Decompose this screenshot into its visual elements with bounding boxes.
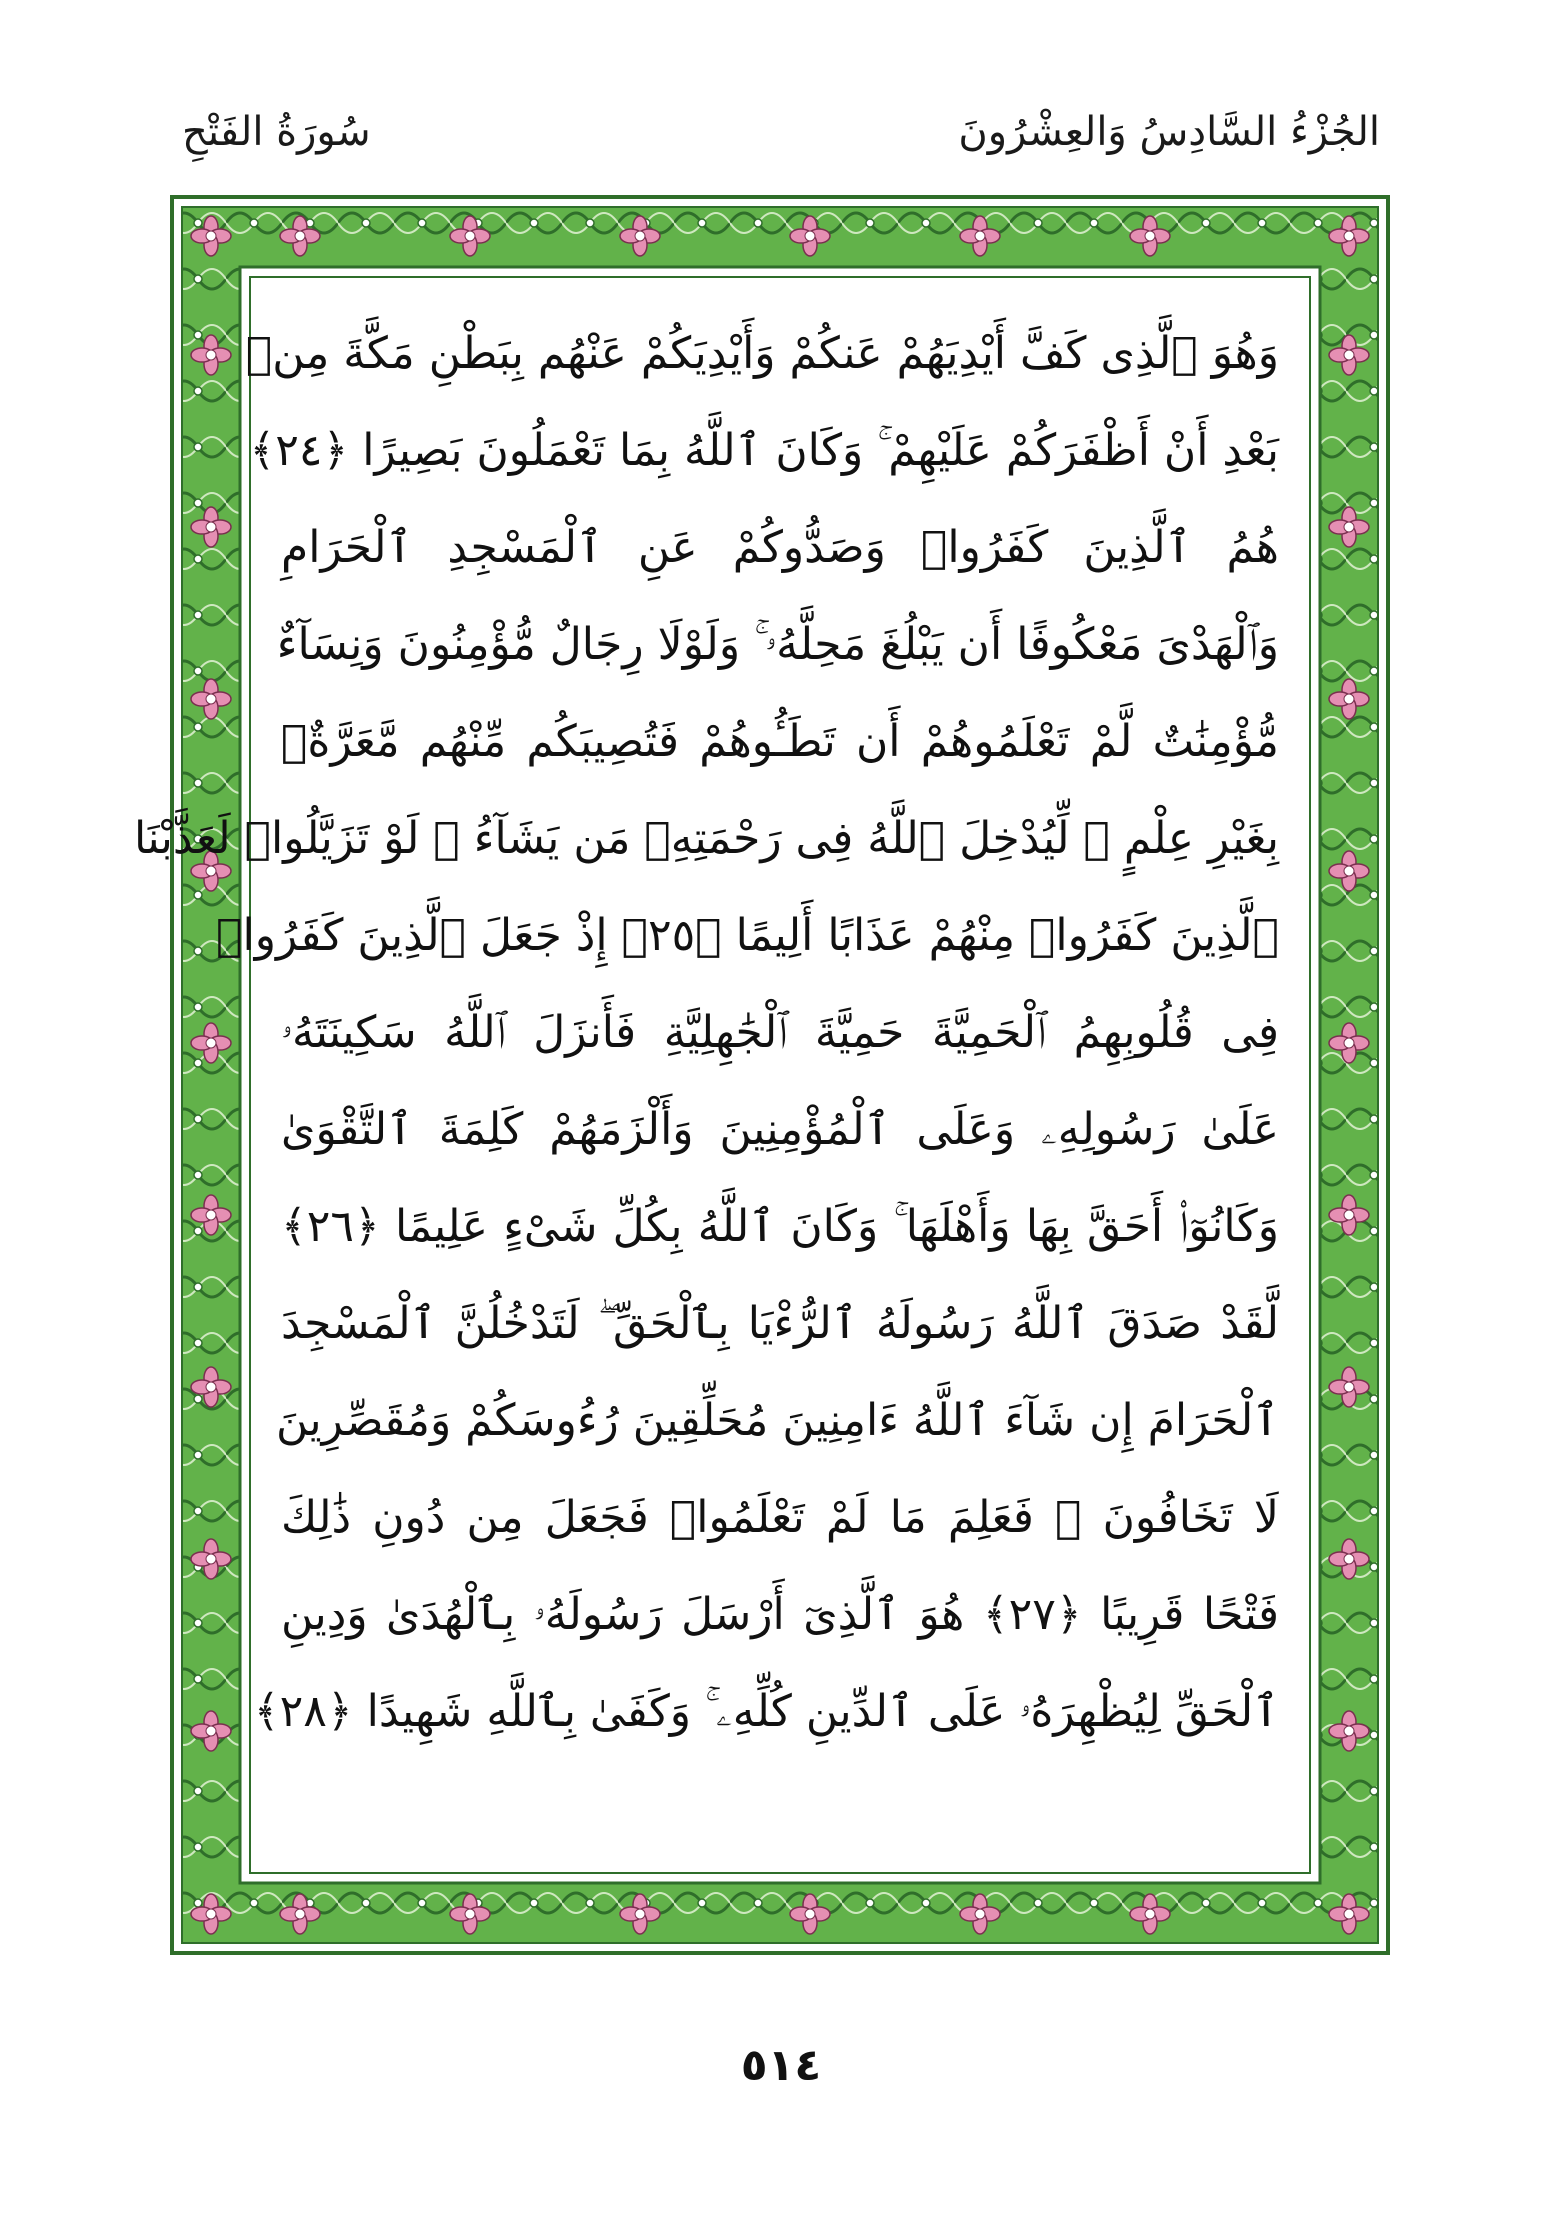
verse-line: وَهُوَ ٱلَّذِى كَفَّ أَيْدِيَهُمْ عَنكُمْ وَأَيْدِيَكُمْ عَنْهُم بِبَطْنِ مَكَّةَ مِنۢ [245,328,1279,379]
verse-line: ٱلْحَقِّ لِيُظْهِرَهُۥ عَلَى ٱلدِّينِ كُلِّهِۦ ۚ وَكَفَىٰ بِٱللَّهِ شَهِيدًا ﴿٢٨﴾ [253,1686,1279,1737]
verse-line: ٱلَّذِينَ كَفَرُوا۟ مِنْهُمْ عَذَابًا أَلِيمًا ﴿٢٥﴾ إِذْ جَعَلَ ٱلَّذِينَ كَفَرُوا۟ [216,910,1279,961]
verse-line: عَلَىٰ رَسُولِهِۦ وَعَلَى ٱلْمُؤْمِنِينَ وَأَلْزَمَهُمْ كَلِمَةَ ٱلتَّقْوَىٰ [281,1104,1279,1155]
verse-line: هُمُ ٱلَّذِينَ كَفَرُوا۟ وَصَدُّوكُمْ عَنِ ٱلْمَسْجِدِ ٱلْحَرَامِ [281,522,1279,573]
verse-line: لَا تَخَافُونَ ۖ فَعَلِمَ مَا لَمْ تَعْلَمُوا۟ فَجَعَلَ مِن دُونِ ذَٰلِكَ [281,1492,1279,1543]
verse-line: لَّقَدْ صَدَقَ ٱللَّهُ رَسُولَهُ ٱلرُّءْيَا بِٱلْحَقِّ ۖ لَتَدْخُلُنَّ ٱلْمَسْجِدَ [281,1298,1279,1349]
juz-name: الجُزْءُ السَّادِسُ وَالعِشْرُونَ [958,109,1380,155]
verse-line: فَتْحًا قَرِيبًا ﴿٢٧﴾ هُوَ ٱلَّذِىٓ أَرْسَلَ رَسُولَهُۥ بِٱلْهُدَىٰ وَدِينِ [281,1589,1279,1640]
verse-line: بِغَيْرِ عِلْمٍ ۖ لِّيُدْخِلَ ٱللَّهُ فِى رَحْمَتِهِۦ مَن يَشَآءُ ۚ لَوْ تَزَيَّلُوا۟ لَعَذَّبْنَا [133,813,1279,864]
verse-line: وَكَانُوٓا۟ أَحَقَّ بِهَا وَأَهْلَهَا ۚ وَكَانَ ٱللَّهُ بِكُلِّ شَىْءٍ عَلِيمًا ﴿٢٦﴾ [281,1201,1279,1252]
verse-text-block [133,283,1305,1867]
page-number: ٥١٤ [740,2040,822,2091]
verse-line: وَٱلْهَدْىَ مَعْكُوفًا أَن يَبْلُغَ مَحِلَّهُۥ ۚ وَلَوْلَا رِجَالٌ مُّؤْمِنُونَ وَنِسَآءٌ [276,619,1279,670]
page-frame [133,195,1390,1955]
surah-name: سُورَةُ الفَتْحِ [182,109,371,155]
verse-line: مُّؤْمِنَٰتٌ لَّمْ تَعْلَمُوهُمْ أَن تَطَـُٔوهُمْ فَتُصِيبَكُم مِّنْهُم مَّعَرَّةٌۢ [281,716,1279,767]
verse-line: ٱلْحَرَامَ إِن شَآءَ ٱللَّهُ ءَامِنِينَ مُحَلِّقِينَ رُءُوسَكُمْ وَمُقَصِّرِينَ [275,1395,1279,1446]
verse-line: فِى قُلُوبِهِمُ ٱلْحَمِيَّةَ حَمِيَّةَ ٱلْجَٰهِلِيَّةِ فَأَنزَلَ ٱللَّهُ سَكِينَتَهُۥ [281,1007,1279,1058]
verse-line: بَعْدِ أَنْ أَظْفَرَكُمْ عَلَيْهِمْ ۚ وَكَانَ ٱللَّهُ بِمَا تَعْمَلُونَ بَصِيرًا ﴿٢٤﴾ [249,425,1279,476]
